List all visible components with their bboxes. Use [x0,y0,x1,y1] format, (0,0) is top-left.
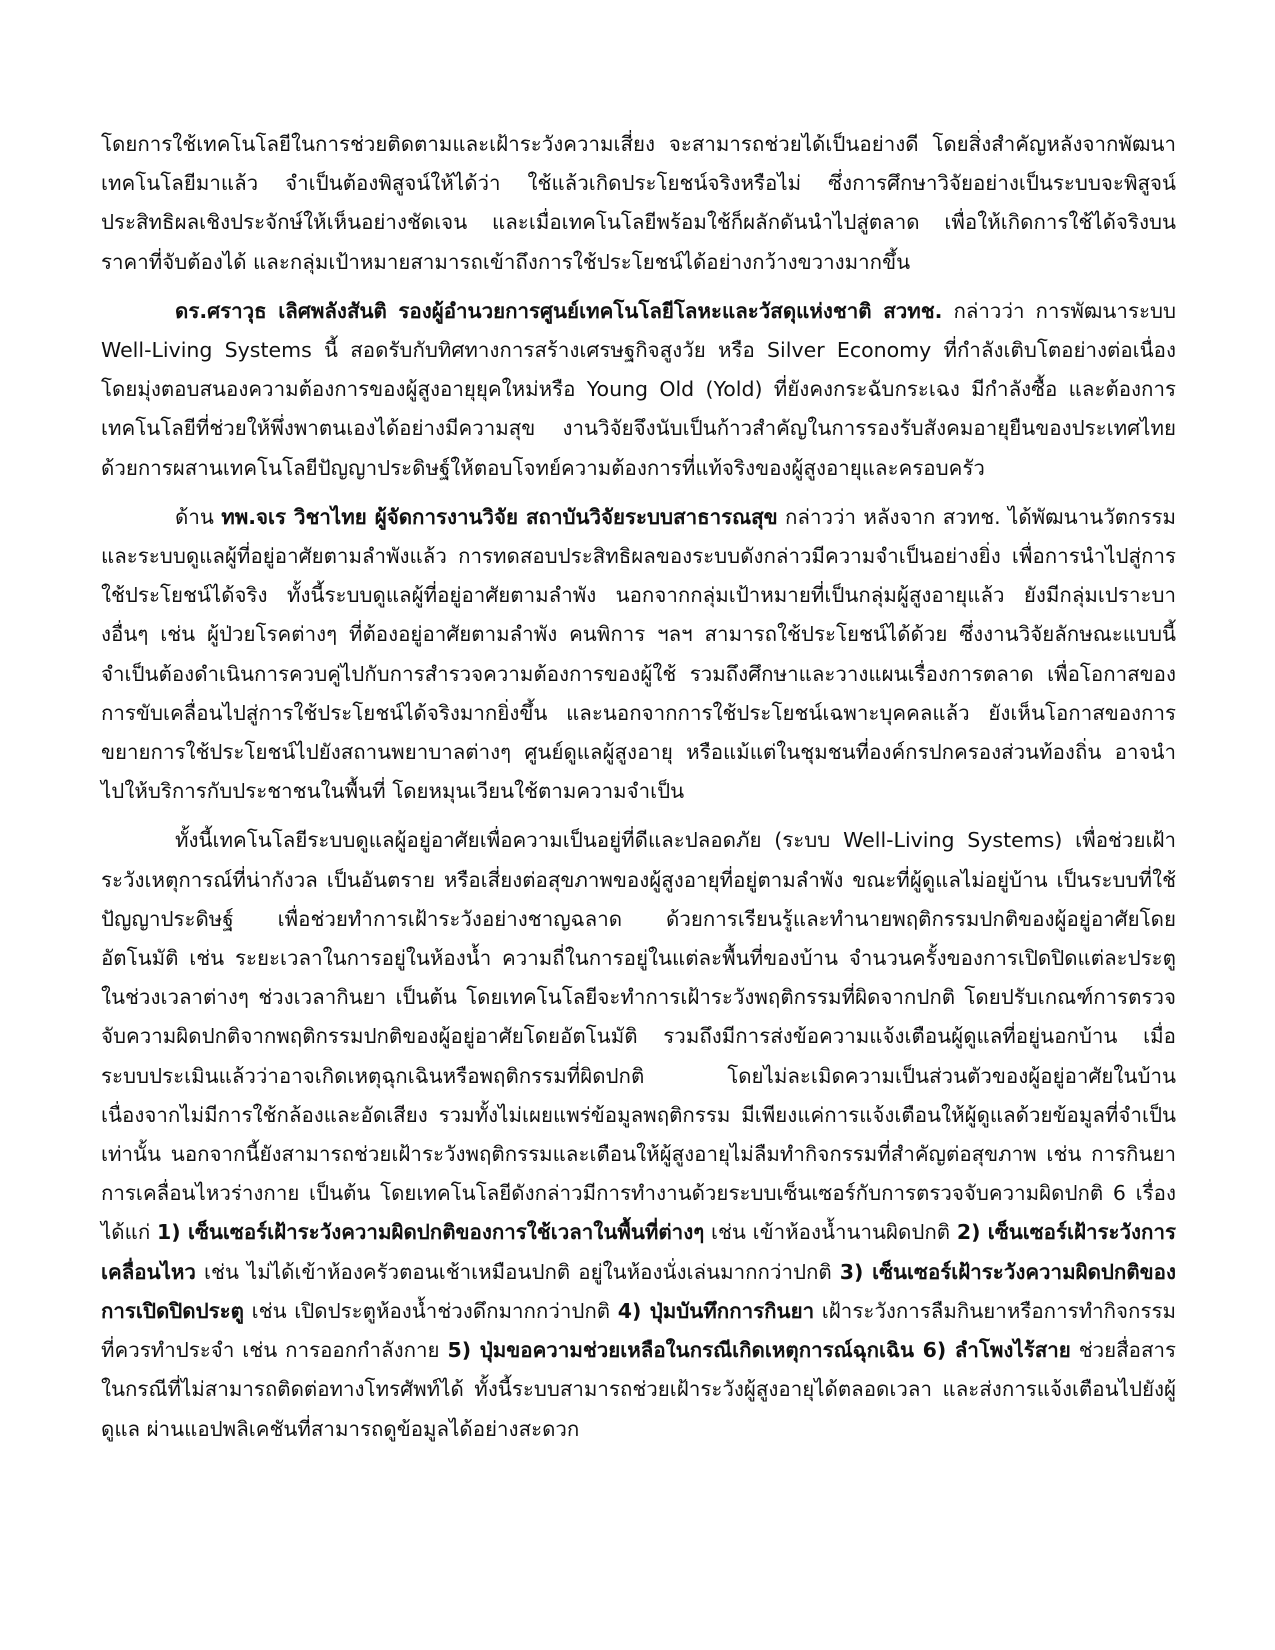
text-run: เช่น เข้าห้องน้ำนานผิดปกติ [704,1220,957,1245]
paragraph-intro [101,125,1176,282]
paragraph-system-description [101,821,1176,1448]
paragraph-mtec-quote [101,292,1176,488]
text-run: ทั้งนี้เทคโนโลยีระบบดูแลผู้อยู่อาศัยเพื่อความเป็นอยู่ที่ดีและปลอดภัย (ระบบ Well-Living Systems) เพื่อช่วยเฝ้าระวังเหตุการณ์ที่น่ากังวล เป็นอันตราย หรือเสี่ยงต่อสุขภาพของผู้สูงอายุที่อยู่ตามลำพัง ขณะที่ผู้ดูแลไม่อยู่บ้าน เป็นระบบที่ใช้ปัญญาประดิษฐ์ เพื่อช่วยทำการเฝ้าระวังอย่างชาญฉลาด ด้วยการเรียนรู้และทำนายพฤติกรรมปกติของผู้อยู่อาศัยโดยอัตโนมัติ เช่น ระยะเวลาในการอยู่ในห้องน้ำ ความถี่ในการอยู่ในแต่ละพื้นที่ของบ้าน จำนวนครั้งของการเปิดปิดแต่ละประตูในช่วงเวลาต่างๆ ช่วงเวลากินยา เป็นต้น โดยเทคโนโลยีจะทำการเฝ้าระวังพฤติกรรมที่ผิดจากปกติ โดยปรับเกณฑ์การตรวจจับความผิดปกติจากพฤติกรรมปกติของผู้อยู่อาศัยโดยอัตโนมัติ รวมถึงมีการส่งข้อความแจ้งเตือนผู้ดูแลที่อยู่นอกบ้าน เมื่อระบบประเมินแล้วว่าอาจเกิดเหตุฉุกเฉินหรือพฤติกรรมที่ผิดปกติ โดยไม่ละเมิดความเป็นส่วนตัวของผู้อยู่อาศัยในบ้าน เนื่องจากไม่มีการใช้กล้องและอัดเสียง รวมทั้งไม่เผยแพร่ข้อมูลพฤติกรรม มีเพียงแค่การแจ้งเตือนให้ผู้ดูแลด้วยข้อมูลที่จำเป็นเท่านั้น นอกจากนี้ยังสามารถช่วยเฝ้าระวังพฤติกรรมและเตือนให้ผู้สูงอายุไม่ลืมทำกิจกรรมที่สำคัญต่อสุขภาพ เช่น การกินยา การเคลื่อนไหวร่างกาย เป็นต้น โดยเทคโนโลยีดังกล่าวมีการทำงานด้วยระบบเซ็นเซอร์กับการตรวจจับความผิดปกติ 6 เรื่อง ได้แก่ [101,828,1176,1245]
feature-2: 2) เซ็นเซอร์เฝ้าระวังการเคลื่อนไหว [101,1220,1176,1284]
speaker-name: ทพ.จเร วิชาไทย ผู้จัดการงานวิจัย สถาบันวิจัยระบบสาธารณสุข [221,504,778,529]
paragraph-hsri-quote [101,498,1176,812]
feature-5-6: 5) ปุ่มขอความช่วยเหลือในกรณีเกิดเหตุการณ์ฉุกเฉิน 6) ลำโพงไร้สาย [447,1338,1071,1363]
text-run: เฝ้าระวังการลืมกินยาหรือการทำกิจกรรมที่ควรทำประจำ เช่น การออกกำลังกาย [101,1298,1176,1363]
feature-3: 3) เซ็นเซอร์เฝ้าระวังความผิดปกติของการเปิดปิดประตู [101,1259,1176,1323]
feature-1: 1) เซ็นเซอร์เฝ้าระวังความผิดปกติของการใช้เวลาในพื้นที่ต่างๆ [156,1220,705,1245]
text-run: กล่าวว่า หลังจาก สวทช. ได้พัฒนานวัตกรรมและระบบดูแลผู้ที่อยู่อาศัยตามลำพังแล้ว การทดสอบประสิทธิผลของระบบดังกล่าวมีความจำเป็นอย่างยิ่ง เพื่อการนำไปสู่การใช้ประโยชน์ได้จริง ทั้งนี้ระบบดูแลผู้ที่อยู่อาศัยตามลำพัง นอกจากกลุ่มเป้าหมายที่เป็นกลุ่มผู้สูงอายุแล้ว ยังมีกลุ่มเปราะบางอื่นๆ เช่น ผู้ป่วยโรคต่างๆ ที่ต้องอยู่อาศัยตามลำพัง คนพิการ ฯลฯ สามารถใช้ประโยชน์ได้ด้วย ซึ่งงานวิจัยลักษณะแบบนี้จำเป็นต้องดำเนินการควบคู่ไปกับการสำรวจความต้องการของผู้ใช้ รวมถึงศึกษาและวางแผนเรื่องการตลาด เพื่อโอกาสของการขับเคลื่อนไปสู่การใช้ประโยชน์ได้จริงมากยิ่งขึ้น และนอกจากการใช้ประโยชน์เฉพาะบุคคลแล้ว ยังเห็นโอกาสของการขยายการใช้ประโยชน์ไปยังสถานพยาบาลต่างๆ ศูนย์ดูแลผู้สูงอายุ หรือแม้แต่ในชุมชนที่องค์กรปกครองส่วนท้องถิ่น อาจนำไปให้บริการกับประชาชนในพื้นที่ โดยหมุนเวียนใช้ตามความจำเป็น [101,504,1176,804]
text-run: ช่วยสื่อสารในกรณีที่ไม่สามารถติดต่อทางโทรศัพท์ได้ ทั้งนี้ระบบสามารถช่วยเฝ้าระวังผู้สูงอายุได้ตลอดเวลา และส่งการแจ้งเตือนไปยังผู้ดูแล ผ่านแอปพลิเคชันที่สามารถดูข้อมูลได้อย่างสะดวก [101,1338,1177,1441]
speaker-name: ดร.ศราวุธ เลิศพลังสันติ รองผู้อำนวยการศูนย์เทคโนโลยีโลหะและวัสดุแห่งชาติ สวทช. [175,298,943,323]
text-run: เช่น เปิดประตูห้องน้ำช่วงดึกมากกว่าปกติ [243,1298,618,1323]
text-run: ด้าน [175,504,222,529]
document-body [101,125,1176,1459]
text-run: เช่น ไม่ได้เข้าห้องครัวตอนเช้าเหมือนปกติ อยู่ในห้องนั่งเล่นมากกว่าปกติ [195,1259,840,1284]
text-run: กล่าวว่า การพัฒนาระบบ Well-Living Systems นี้ สอดรับกับทิศทางการสร้างเศรษฐกิจสูงวัย หรือ Silver Economy ที่กำลังเติบโตอย่างต่อเนื่อง โดยมุ่งตอบสนองความต้องการของผู้สูงอายุยุคใหม่หรือ Young Old (Yold) ที่ยังคงกระฉับกระเฉง มีกำลังซื้อ และต้องการเทคโนโลยีที่ช่วยให้พึ่งพาตนเองได้อย่างมีความสุข งานวิจัยจึงนับเป็นก้าวสำคัญในการรองรับสังคมอายุยืนของประเทศไทย ด้วยการผสานเทคโนโลยีปัญญาประดิษฐ์ให้ตอบโจทย์ความต้องการที่แท้จริงของผู้สูงอายุและครอบครัว [101,298,1176,480]
text-run: โดยการใช้เทคโนโลยีในการช่วยติดตามและเฝ้าระวังความเสี่ยง จะสามารถช่วยได้เป็นอย่างดี โดยสิ่งสำคัญหลังจากพัฒนาเทคโนโลยีมาแล้ว จำเป็นต้องพิสูจน์ให้ได้ว่า ใช้แล้วเกิดประโยชน์จริงหรือไม่ ซึ่งการศึกษาวิจัยอย่างเป็นระบบจะพิสูจน์ประสิทธิผลเชิงประจักษ์ให้เห็นอย่างชัดเจน และเมื่อเทคโนโลยีพร้อมใช้ก็ผลักดันนำไปสู่ตลาด เพื่อให้เกิดการใช้ได้จริงบนราคาที่จับต้องได้ และกลุ่มเป้าหมายสามารถเข้าถึงการใช้ประโยชน์ได้อย่างกว้างขวางมากขึ้น [101,132,1176,274]
feature-4: 4) ปุ่มบันทึกการกินยา [617,1298,815,1323]
